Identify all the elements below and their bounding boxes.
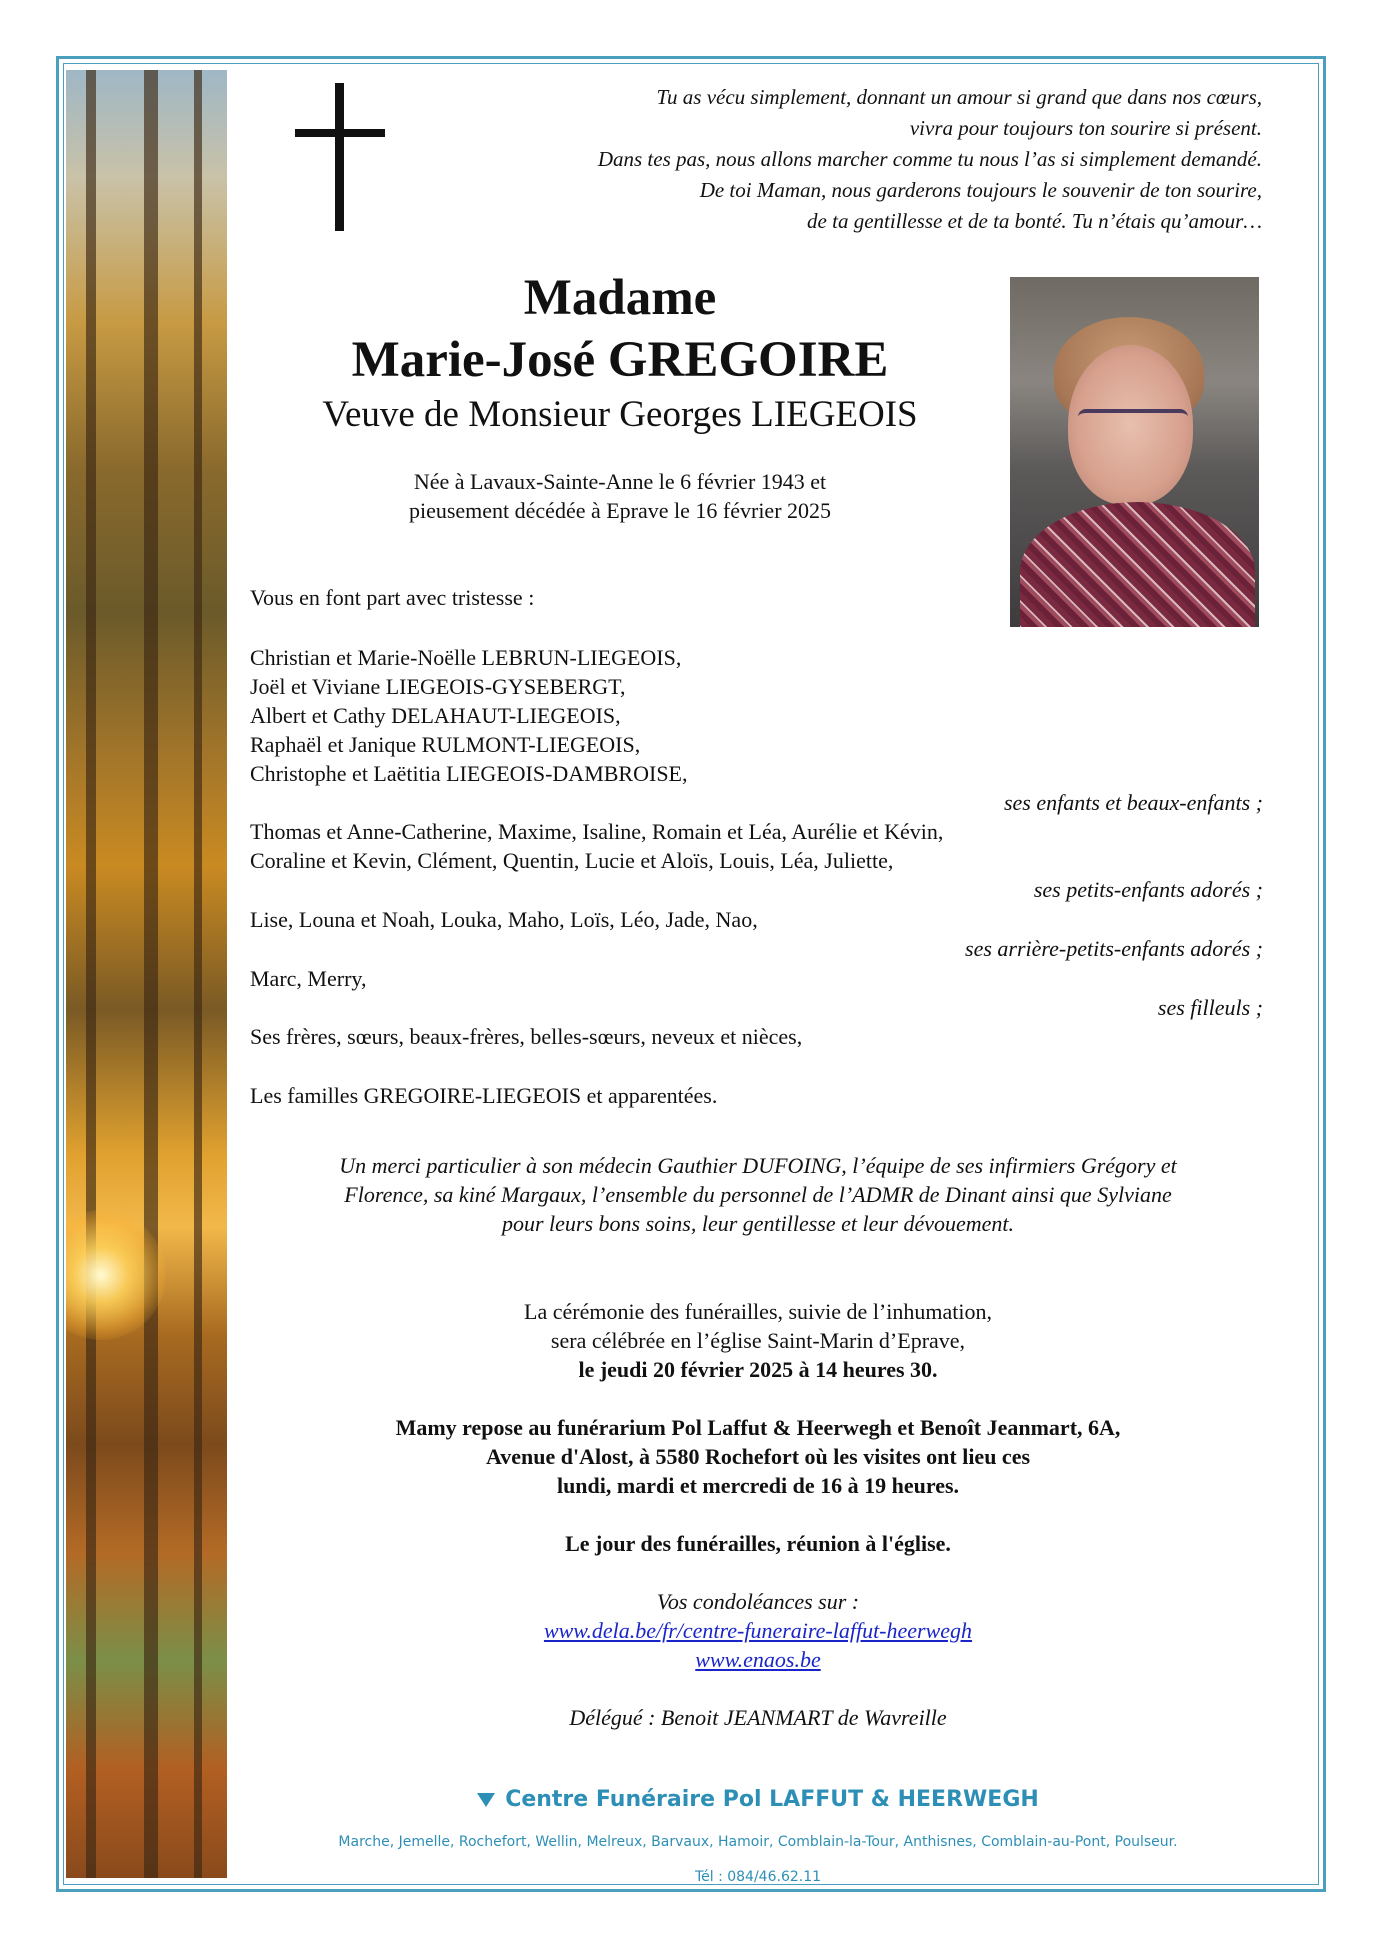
- siblings: Ses frères, sœurs, beaux-frères, belles-sœurs, neveux et nièces,: [250, 1024, 803, 1049]
- condolences: [250, 1587, 1266, 1674]
- autumn-forest-image: [66, 70, 227, 1878]
- ceremony-line: sera célébrée en l’église Saint-Marin d’Eprave,: [550, 1328, 966, 1353]
- rest-line: Avenue d'Alost, à 5580 Rochefort où les visites ont lieu ces: [485, 1444, 1031, 1469]
- birth-death-info: [250, 467, 990, 525]
- godchildren-list: Marc, Merry,: [250, 966, 367, 991]
- death-line: pieusement décédée à Eprave le 16 février 2025: [408, 498, 832, 523]
- children-label: ses enfants et beaux-enfants ;: [1003, 790, 1263, 815]
- enaos-link[interactable]: www.enaos.be: [695, 1647, 821, 1672]
- funeral-home-phone: Tél : 084/46.62.11: [694, 1869, 822, 1885]
- great-grandchildren-label: ses arrière-petits-enfants adorés ;: [965, 936, 1263, 961]
- list-item: Raphaël et Janique RULMONT-LIEGEOIS,: [250, 732, 641, 757]
- grandchildren-label: ses petits-enfants adorés ;: [1033, 877, 1263, 902]
- thanks-line: Un merci particulier à son médecin Gauthier DUFOING, l’équipe de ses infirmiers Grégory et: [339, 1153, 1177, 1178]
- godchildren-label: ses filleuls ;: [1157, 995, 1263, 1020]
- ceremony-date: le jeudi 20 février 2025 à 14 heures 30.: [578, 1357, 938, 1382]
- condolences-label: Vos condoléances sur :: [656, 1589, 860, 1614]
- thanks: [250, 1151, 1266, 1238]
- poem-line: De toi Maman, nous garderons toujours le souvenir de ton sourire,: [699, 178, 1262, 202]
- poem-line: Tu as vécu simplement, donnant un amour si grand que dans nos cœurs,: [656, 85, 1262, 109]
- ceremony-line: La cérémonie des funérailles, suivie de l’inhumation,: [524, 1299, 992, 1324]
- thanks-line: Florence, sa kiné Margaux, l’ensemble du personnel de l’ADMR de Dinant ainsi que Sylviane: [344, 1182, 1172, 1207]
- funeral-home-label: Centre Funéraire Pol LAFFUT & HEERWEGH: [505, 1787, 1039, 1812]
- triangle-down-icon: [477, 1793, 495, 1807]
- ceremony: [250, 1297, 1266, 1384]
- poem-line: de ta gentillesse et de ta bonté. Tu n’étais qu’amour…: [807, 209, 1262, 233]
- children-list: [250, 643, 688, 788]
- rest-line: lundi, mardi et mercredi de 16 à 19 heures.: [556, 1473, 960, 1498]
- list-item: Albert et Cathy DELAHAUT-LIEGEOIS,: [250, 703, 621, 728]
- delegate: Délégué : Benoit JEANMART de Wavreille: [569, 1705, 947, 1730]
- list-item: Christophe et Laëtitia LIEGEOIS-DAMBROISE,: [250, 761, 688, 786]
- poem: [362, 82, 1262, 237]
- deceased-portrait: [1010, 277, 1259, 627]
- families: Les familles GREGOIRE-LIEGEOIS et apparentées.: [250, 1083, 718, 1108]
- honorific: Madame: [523, 270, 717, 326]
- list-item: Thomas et Anne-Catherine, Maxime, Isaline, Romain et Léa, Aurélie et Kévin,: [250, 819, 944, 844]
- dela-link[interactable]: www.dela.be/fr/centre-funeraire-laffut-heerwegh: [543, 1618, 973, 1643]
- rest-line: Mamy repose au funérarium Pol Laffut & Heerwegh et Benoît Jeanmart, 6A,: [395, 1415, 1121, 1440]
- announce: Vous en font part avec tristesse :: [250, 585, 535, 610]
- list-item: Coraline et Kevin, Clément, Quentin, Lucie et Aloïs, Louis, Léa, Juliette,: [250, 848, 894, 873]
- meeting-info: Le jour des funérailles, réunion à l'église.: [565, 1531, 951, 1556]
- deceased-name: Marie-José GREGOIRE: [351, 332, 889, 388]
- birth-line: Née à Lavaux-Sainte-Anne le 6 février 1943 et: [413, 469, 827, 494]
- thanks-line: pour leurs bons soins, leur gentillesse et leur dévouement.: [501, 1211, 1015, 1236]
- funeral-home-name: [250, 1787, 1266, 1812]
- widow-of: Veuve de Monsieur Georges LIEGEOIS: [322, 394, 918, 435]
- list-item: Joël et Viviane LIEGEOIS-GYSEBERGT,: [250, 674, 626, 699]
- funeral-home-towns: Marche, Jemelle, Rochefort, Wellin, Melreux, Barvaux, Hamoir, Comblain-la-Tour, Anthisnes, Comblain-au-Pont, Poulseur.: [338, 1834, 1178, 1850]
- poem-line: Dans tes pas, nous allons marcher comme tu nous l’as si simplement demandé.: [597, 147, 1262, 171]
- poem-line: vivra pour toujours ton sourire si présent.: [909, 116, 1262, 140]
- great-grandchildren-list: Lise, Louna et Noah, Louka, Maho, Loïs, Léo, Jade, Nao,: [250, 907, 758, 932]
- grandchildren-list: [250, 817, 943, 875]
- list-item: Christian et Marie-Noëlle LEBRUN-LIEGEOIS,: [250, 645, 682, 670]
- rest-info: [250, 1413, 1266, 1500]
